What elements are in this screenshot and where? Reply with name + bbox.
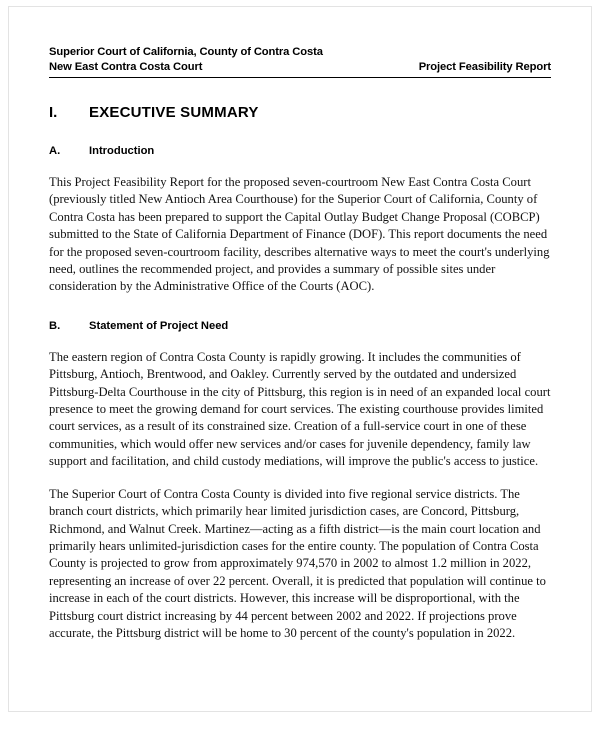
document-page <box>8 6 592 712</box>
page-content <box>9 7 591 642</box>
subsection-marker-a: A. <box>49 145 61 157</box>
header-court-location: New East Contra Costa Court <box>49 61 203 73</box>
paragraph-project-need-2: The Superior Court of Contra Costa County is divided into five regional service districts. The branch court districts, which primarily hear limited jurisdiction cases, are Concord, Pittsburg, Richmond, and Walnut Creek. Martinez—acting as a fifth district—is the main court location and primarily hears unlimited-jurisdiction cases for the entire county. The population of Contra Costa County is projected to grow from approximately 974,570 in 2002 to almost 1.2 million in 2022, representing an increase of over 22 percent. Overall, it is predicted that population will continue to increase in each of the court districts. However, this increase will be disproportional, with the Pittsburg court district increasing by 44 percent between 2002 and 2022. If projections prove accurate, the Pittsburg district will be home to 30 percent of the county's population in 2022. <box>49 486 546 640</box>
subsection-title-statement-of-project-need: Statement of Project Need <box>89 319 229 332</box>
subsection-title-introduction: Introduction <box>89 145 155 157</box>
section-title-executive-summary: EXECUTIVE SUMMARY <box>89 104 259 121</box>
section-marker-roman: I. <box>49 104 58 121</box>
paragraph-introduction: This Project Feasibility Report for the proposed seven-courtroom New East Contra Costa Court (previously titled New Antioch Area Courthouse) for the Superior Court of California, County of Contra Costa has been prepared to support the Capital Outlay Budget Change Proposal (COBCP) submitted to the State of California Department of Finance (DOF). This report documents the need for the proposed seven-courtroom facility, describes alternative ways to meet the court's underlying need, outlines the recommended project, and provides a summary of possible sites under consideration by the Administrative Office of the Courts (AOC). <box>49 175 550 294</box>
subsection-marker-b: B. <box>49 319 61 332</box>
paragraph-project-need-1: The eastern region of Contra Costa County is rapidly growing. It includes the communities of Pittsburg, Antioch, Brentwood, and Oakley. Currently served by the outdated and undersized Pittsburg-Delta Courthouse in the city of Pittsburg, this region is in need of an expanded local court presence to meet the growing demand for court services. The existing courthouse provides limited court services, as a result of its constrained size. Creation of a full-service court in one of these communities, which would offer new services and/or cases for juvenile dependency, family law support and facilitation, and child custody mediations, will improve the public's access to justice. <box>49 349 551 469</box>
subsection-heading-statement-of-project-need <box>49 320 551 332</box>
header-report-title: Project Feasibility Report <box>418 61 551 73</box>
header-second-line <box>49 60 551 75</box>
header-court-name: Superior Court of California, County of Contra Costa <box>49 46 323 58</box>
section-heading-executive-summary <box>49 104 551 121</box>
subsection-heading-introduction <box>49 145 551 157</box>
running-header <box>49 45 551 78</box>
